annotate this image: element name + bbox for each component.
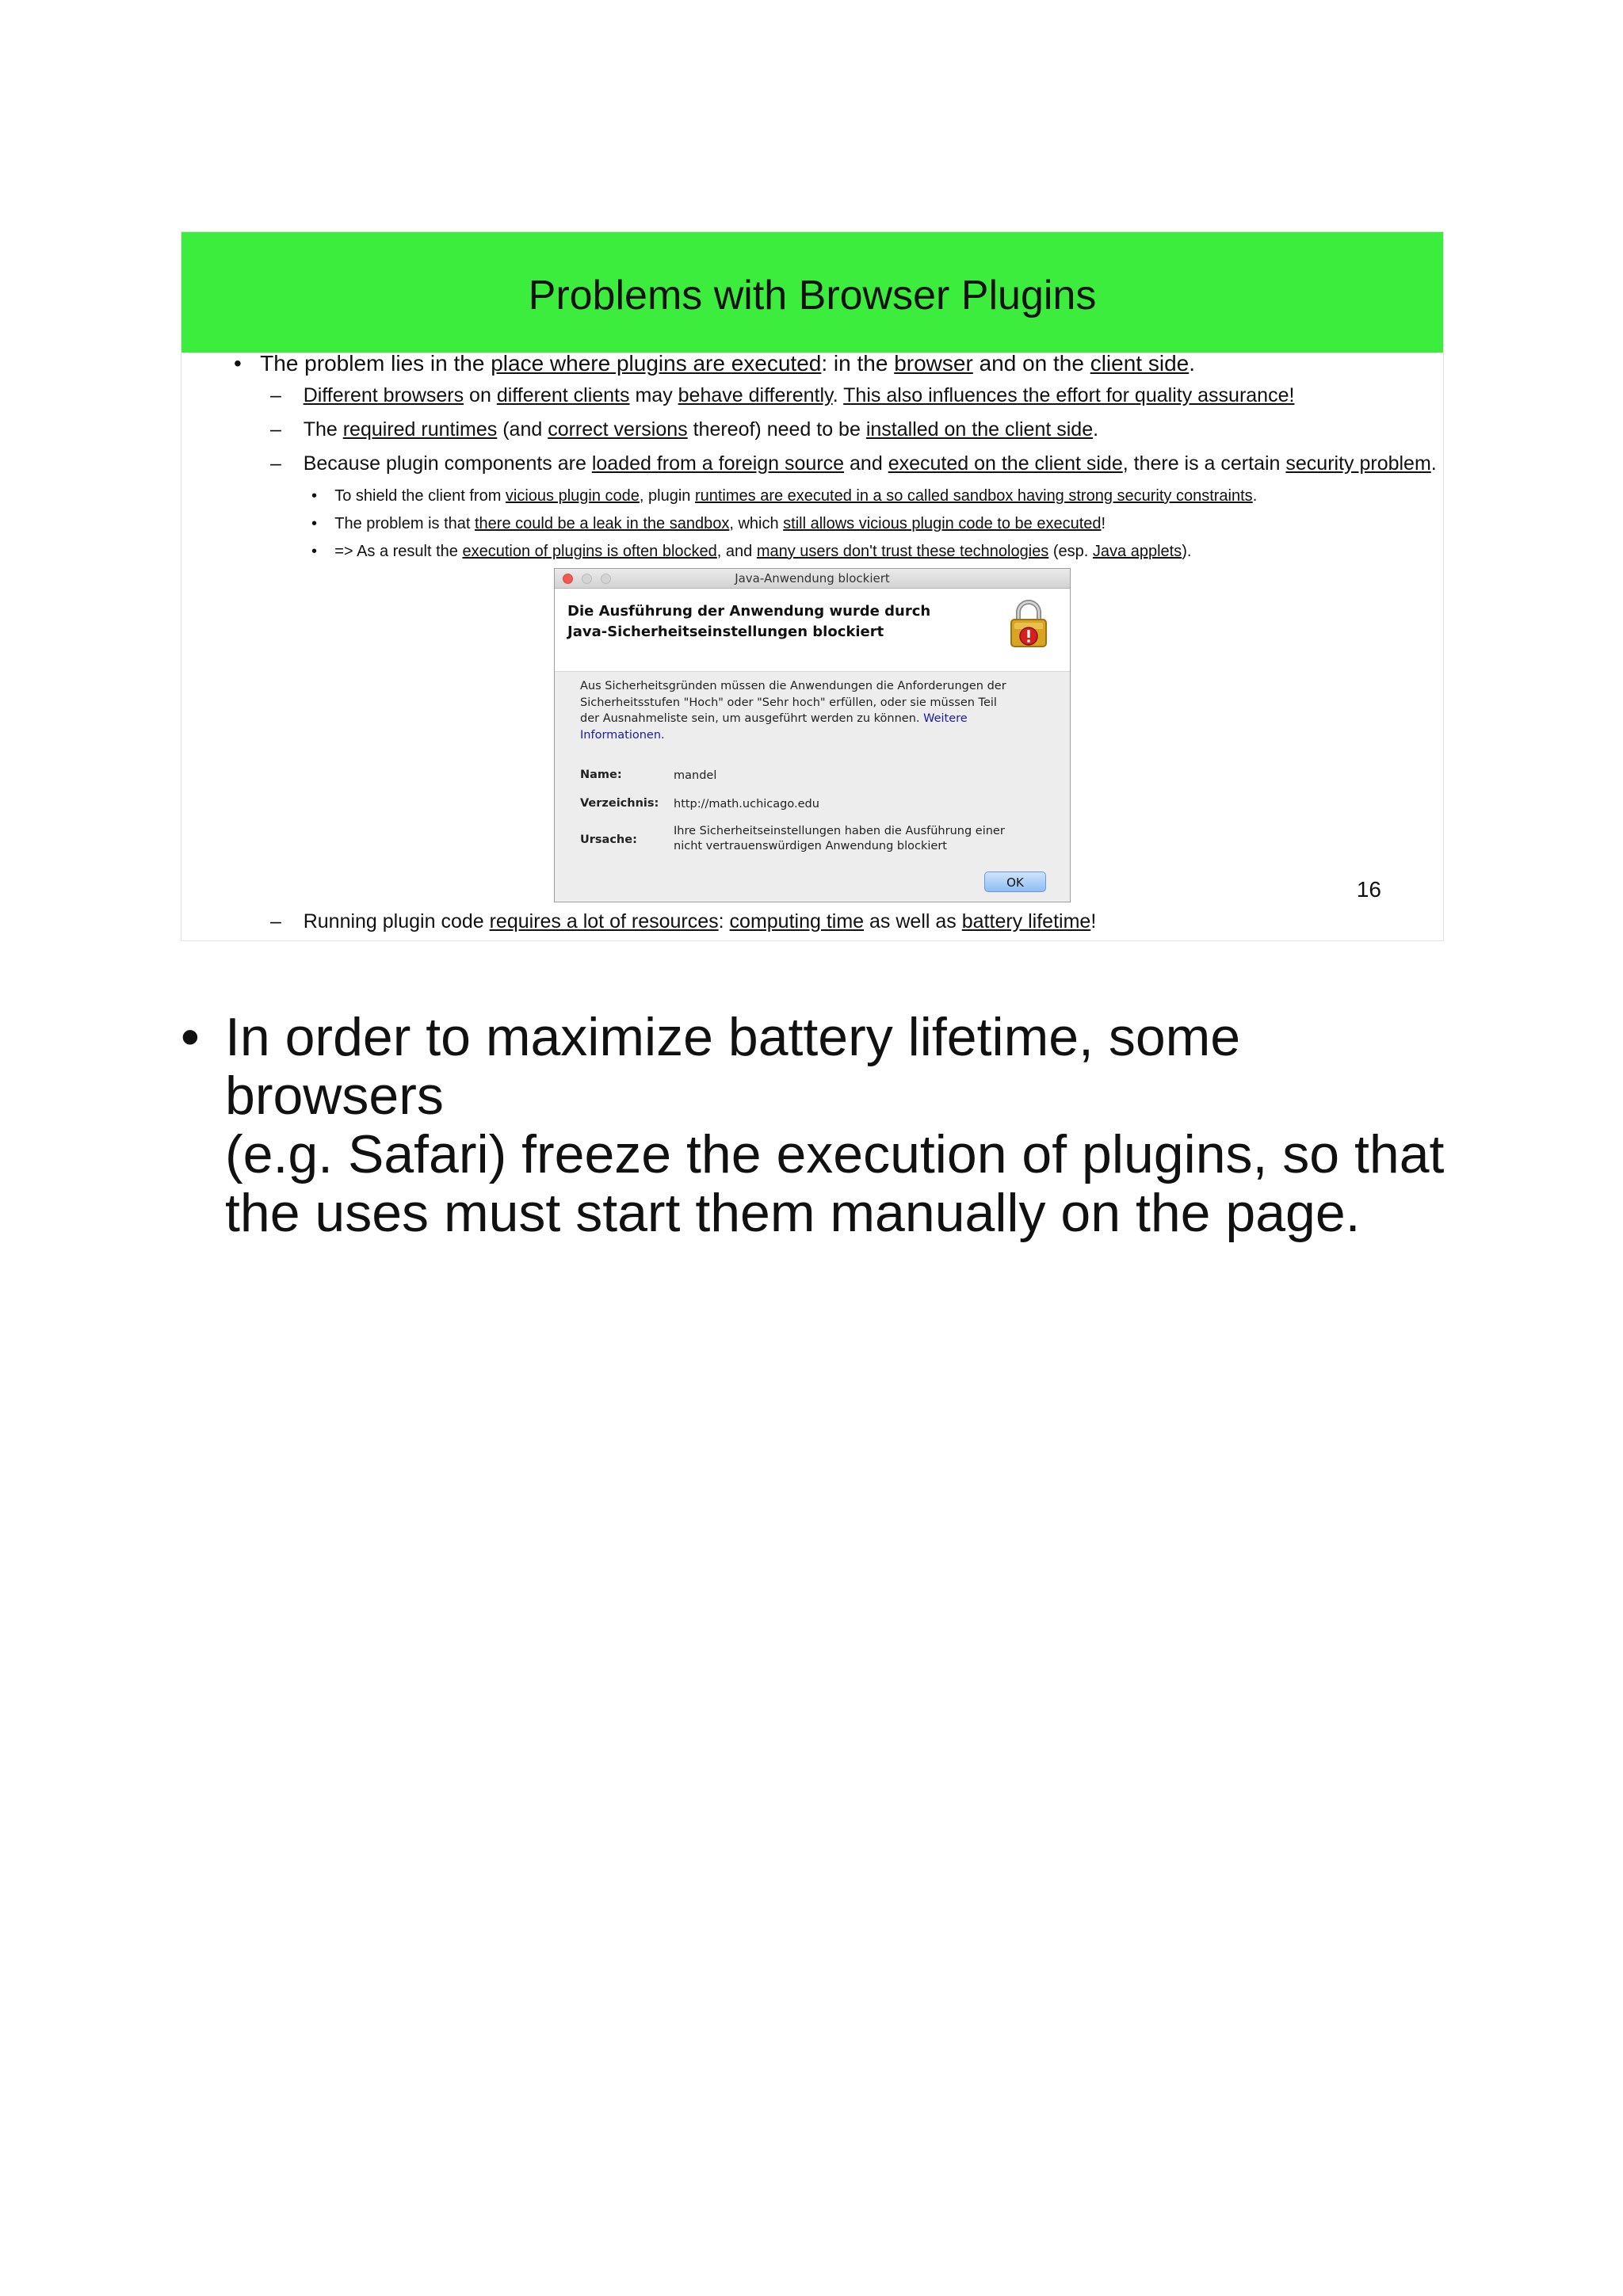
underlined-text: requires a lot of resources: [489, 910, 719, 933]
underlined-text: runtimes are executed in a so called sandbox having strong security constraints: [694, 487, 1253, 505]
sub-bullet-resources: [270, 910, 1096, 933]
underlined-text: executed on the client side: [888, 452, 1123, 475]
underlined-text: required runtimes: [342, 418, 498, 441]
note-line: (e.g. Safari) freeze the execution of plugins, so that: [225, 1124, 1445, 1184]
underlined-text: still allows vicious plugin code to be executed: [783, 515, 1102, 532]
dialog-heading: [567, 601, 964, 643]
java-blocked-dialog: [554, 568, 1071, 902]
text: as well as: [864, 910, 962, 933]
text: The: [303, 418, 343, 441]
slide-title: Problems with Browser Plugins: [528, 273, 1097, 318]
text: !: [1101, 515, 1106, 532]
lock-warning-icon: [1008, 598, 1049, 649]
underlined-text: many users don't trust these technologies: [756, 543, 1049, 560]
bullet-marker: –: [270, 452, 281, 475]
text: Because plugin components are: [303, 452, 592, 475]
sub-sub-bullet-leak: [311, 515, 1106, 533]
text: der Ausnahmeliste sein, um ausgeführt werden zu können.: [580, 712, 924, 725]
dialog-heading-line: Java-Sicherheitseinstellungen blockiert: [567, 624, 884, 640]
text: .: [1093, 418, 1099, 441]
text: .: [1430, 452, 1437, 475]
underlined-text: correct versions: [548, 418, 688, 441]
more-info-link[interactable]: Weitere: [923, 712, 968, 725]
text: , and: [716, 543, 757, 560]
cause-line: Ihre Sicherheitseinstellungen haben die Ausführung einer: [674, 825, 1005, 837]
dialog-titlebar: [555, 569, 1070, 589]
underlined-text: client side: [1090, 351, 1190, 376]
text: on: [464, 384, 497, 406]
dialog-message-line: Sicherheitsstufen "Hoch" oder "Sehr hoch" erfüllen, oder sie müssen Teil: [580, 696, 997, 709]
underlined-text: security problem: [1285, 452, 1431, 475]
bullet-marker: –: [270, 418, 281, 441]
text: The problem is that: [334, 515, 475, 532]
underlined-text: loaded from a foreign source: [591, 452, 845, 475]
text: thereof) need to be: [687, 418, 866, 441]
text: , there is a certain: [1122, 452, 1286, 475]
dialog-header: [555, 589, 1070, 672]
underlined-text: place where plugins are executed: [491, 351, 822, 376]
underlined-text: behave differently: [678, 384, 833, 406]
bullet-marker: •: [311, 515, 318, 532]
underlined-text: browser: [894, 351, 973, 376]
underlined-text: execution of plugins is often blocked: [462, 543, 717, 560]
underlined-text: vicious plugin code: [505, 487, 640, 505]
note-text: [225, 1008, 1461, 1242]
text: , which: [729, 515, 784, 532]
underlined-text: installed on the client side: [865, 418, 1094, 441]
more-info-link[interactable]: Informationen: [580, 728, 662, 742]
bullet-marker: •: [311, 487, 318, 505]
cause-label: Ursache:: [580, 833, 637, 846]
bullet-plugin-location: [234, 351, 1195, 376]
dialog-window-title: Java-Anwendung blockiert: [735, 571, 890, 585]
text: (esp.: [1048, 543, 1093, 560]
text: .: [661, 728, 665, 742]
text: => As a result the: [334, 543, 463, 560]
text: .: [1189, 351, 1195, 376]
dialog-message-line: Aus Sicherheitsgründen müssen die Anwendungen die Anforderungen der: [580, 680, 1006, 692]
cause-line: nicht vertrauenswürdigen Anwendung blockiert: [674, 840, 947, 852]
slide-header: [181, 232, 1443, 353]
dialog-message-line: [580, 711, 1056, 727]
directory-value: http://math.uchicago.edu: [674, 798, 819, 810]
text: and: [844, 452, 888, 475]
text: , plugin: [639, 487, 695, 505]
text: ).: [1182, 543, 1192, 560]
text: !: [1090, 910, 1097, 933]
sub-sub-bullet-sandbox: [311, 487, 1257, 505]
bullet-marker: –: [270, 384, 281, 406]
underlined-text: there could be a leak in the sandbox: [475, 515, 730, 532]
text: .: [832, 384, 844, 406]
slide-number: 16: [1356, 877, 1381, 902]
text: To shield the client from: [334, 487, 506, 505]
bullet-marker: •: [234, 351, 242, 376]
text: (and: [497, 418, 548, 441]
sub-sub-bullet-blocked: [311, 543, 1191, 561]
bullet-marker: •: [181, 1007, 200, 1067]
name-label: Name:: [580, 769, 622, 781]
bullet-marker: •: [311, 543, 318, 560]
text: and on the: [972, 351, 1090, 376]
cause-value: [674, 824, 1005, 854]
ok-button[interactable]: OK: [984, 871, 1046, 892]
text: Running plugin code: [303, 910, 490, 933]
text: :: [718, 910, 730, 933]
underlined-text: Different browsers: [303, 384, 464, 406]
text: : in the: [821, 351, 895, 376]
underlined-text: This also influences the effort for quality assurance!: [843, 384, 1295, 406]
underlined-text: Java applets: [1092, 543, 1182, 560]
text: may: [629, 384, 678, 406]
sub-bullet-security: [270, 452, 1437, 475]
name-value: mandel: [674, 769, 717, 782]
underlined-text: different clients: [496, 384, 630, 406]
dialog-heading-line: Die Ausführung der Anwendung wurde durch: [567, 603, 931, 620]
sub-bullet-runtimes: [270, 418, 1098, 441]
directory-label: Verzeichnis:: [580, 797, 659, 810]
underlined-text: computing time: [729, 910, 865, 933]
underlined-text: battery lifetime: [961, 910, 1091, 933]
bullet-marker: –: [270, 910, 281, 933]
note-line: In order to maximize battery lifetime, some browsers: [225, 1007, 1241, 1126]
note-line: the uses must start them manually on the page.: [225, 1183, 1361, 1243]
slide: [181, 231, 1444, 941]
text: The problem lies in the: [260, 351, 491, 376]
dialog-message: [580, 678, 1056, 743]
dialog-message-line: [580, 727, 1056, 744]
sub-bullet-browsers: [270, 384, 1294, 407]
text: .: [1252, 487, 1258, 505]
